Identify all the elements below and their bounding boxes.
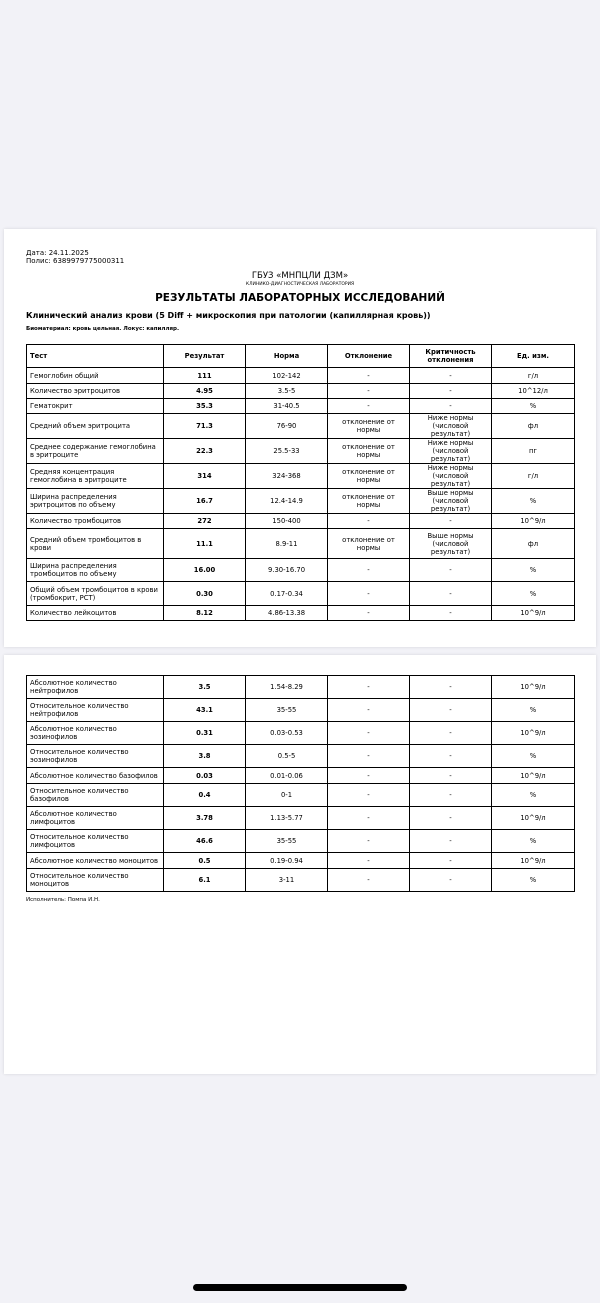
criticality-cell: - [410, 745, 492, 768]
deviation-cell: - [328, 784, 410, 807]
result-value-cell: 16.00 [164, 559, 246, 582]
biomaterial-info: Биоматериал: кровь цельная. Локус: капилляр. [26, 326, 180, 332]
column-header-criticality: Критичность отклонения [410, 345, 492, 368]
result-value-cell: 16.7 [164, 489, 246, 514]
table-row [27, 745, 575, 768]
test-name-cell: Относительное количество моноцитов [27, 869, 164, 892]
deviation-cell: - [328, 368, 410, 384]
criticality-cell: - [410, 699, 492, 722]
table-row [27, 807, 575, 830]
test-name-cell: Абсолютное количество лимфоцитов [27, 807, 164, 830]
test-name-cell: Относительное количество базофилов [27, 784, 164, 807]
test-name-cell: Средний объем эритроцита [27, 414, 164, 439]
criticality-cell: - [410, 784, 492, 807]
result-value-cell: 35.3 [164, 399, 246, 414]
norm-range-cell: 324-368 [246, 464, 328, 489]
unit-cell: 10^9/л [492, 676, 575, 699]
norm-range-cell: 0-1 [246, 784, 328, 807]
document-title: РЕЗУЛЬТАТЫ ЛАБОРАТОРНЫХ ИССЛЕДОВАНИЙ [155, 292, 445, 304]
deviation-cell: отклонение от нормы [328, 489, 410, 514]
test-name-cell: Средний объем тромбоцитов в крови [27, 529, 164, 559]
result-value-cell: 3.78 [164, 807, 246, 830]
result-value-cell: 272 [164, 514, 246, 529]
norm-range-cell: 35-55 [246, 830, 328, 853]
column-header-result: Результат [164, 345, 246, 368]
result-value-cell: 0.30 [164, 582, 246, 606]
test-name-cell: Количество эритроцитов [27, 384, 164, 399]
result-value-cell: 314 [164, 464, 246, 489]
test-name-cell: Относительное количество эозинофилов [27, 745, 164, 768]
column-header-norm: Норма [246, 345, 328, 368]
test-name-cell: Общий объем тромбоцитов в крови (тромбокрит, PCT) [27, 582, 164, 606]
criticality-cell: Ниже нормы (числовой результат) [410, 464, 492, 489]
unit-cell: фл [492, 414, 575, 439]
result-value-cell: 4.95 [164, 384, 246, 399]
result-value-cell: 43.1 [164, 699, 246, 722]
laboratory-name: КЛИНИКО-ДИАГНОСТИЧЕСКАЯ ЛАБОРАТОРИЯ [245, 282, 355, 287]
result-value-cell: 8.12 [164, 606, 246, 621]
unit-cell: % [492, 784, 575, 807]
norm-range-cell: 25.5-33 [246, 439, 328, 464]
deviation-cell: - [328, 745, 410, 768]
unit-cell: 10^9/л [492, 514, 575, 529]
norm-range-cell: 0.19-0.94 [246, 853, 328, 869]
criticality-cell: - [410, 768, 492, 784]
unit-cell: пг [492, 439, 575, 464]
table-row [27, 853, 575, 869]
unit-cell: % [492, 399, 575, 414]
organization-name: ГБУЗ «МНПЦЛИ ДЗМ» [251, 271, 349, 281]
analysis-name: Клинический анализ крови (5 Diff + микроскопия при патологии (капиллярная кровь)) [26, 311, 431, 320]
criticality-cell: - [410, 853, 492, 869]
result-value-cell: 0.31 [164, 722, 246, 745]
table-row [27, 529, 575, 559]
norm-range-cell: 3.5-5 [246, 384, 328, 399]
criticality-cell: Выше нормы (числовой результат) [410, 489, 492, 514]
table-row [27, 384, 575, 399]
norm-range-cell: 9.30-16.70 [246, 559, 328, 582]
criticality-cell: - [410, 514, 492, 529]
deviation-cell: - [328, 768, 410, 784]
criticality-cell: Выше нормы (числовой результат) [410, 529, 492, 559]
test-name-cell: Абсолютное количество эозинофилов [27, 722, 164, 745]
test-name-cell: Ширина распределения эритроцитов по объему [27, 489, 164, 514]
table-row [27, 464, 575, 489]
criticality-cell: - [410, 869, 492, 892]
criticality-cell: - [410, 384, 492, 399]
unit-cell: 10^9/л [492, 807, 575, 830]
table-header-row [27, 345, 575, 368]
result-value-cell: 0.03 [164, 768, 246, 784]
criticality-cell: - [410, 399, 492, 414]
unit-cell: % [492, 830, 575, 853]
deviation-cell: отклонение от нормы [328, 414, 410, 439]
home-indicator[interactable] [193, 1284, 407, 1291]
criticality-cell: - [410, 807, 492, 830]
report-page-2 [4, 655, 596, 1074]
norm-range-cell: 0.03-0.53 [246, 722, 328, 745]
table-row [27, 830, 575, 853]
criticality-cell: Ниже нормы (числовой результат) [410, 439, 492, 464]
unit-cell: % [492, 582, 575, 606]
test-name-cell: Гематокрит [27, 399, 164, 414]
table-row [27, 768, 575, 784]
criticality-cell: - [410, 830, 492, 853]
norm-range-cell: 76-90 [246, 414, 328, 439]
criticality-cell: - [410, 368, 492, 384]
deviation-cell: - [328, 807, 410, 830]
norm-range-cell: 31-40.5 [246, 399, 328, 414]
deviation-cell: - [328, 514, 410, 529]
test-name-cell: Ширина распределения тромбоцитов по объему [27, 559, 164, 582]
result-value-cell: 0.5 [164, 853, 246, 869]
unit-cell: г/л [492, 368, 575, 384]
report-meta [26, 249, 124, 265]
table-row [27, 722, 575, 745]
results-table-body-page-2 [27, 676, 575, 892]
criticality-cell: - [410, 676, 492, 699]
test-name-cell: Относительное количество лимфоцитов [27, 830, 164, 853]
test-name-cell: Количество лейкоцитов [27, 606, 164, 621]
policy-number: Полис: 6389979775000311 [26, 257, 125, 265]
norm-range-cell: 1.13-5.77 [246, 807, 328, 830]
unit-cell: % [492, 699, 575, 722]
norm-range-cell: 35-55 [246, 699, 328, 722]
unit-cell: % [492, 745, 575, 768]
norm-range-cell: 3-11 [246, 869, 328, 892]
unit-cell: % [492, 489, 575, 514]
unit-cell: фл [492, 529, 575, 559]
result-value-cell: 6.1 [164, 869, 246, 892]
results-table-page-2 [26, 675, 575, 892]
table-row [27, 414, 575, 439]
test-name-cell: Количество тромбоцитов [27, 514, 164, 529]
unit-cell: 10^9/л [492, 768, 575, 784]
table-row [27, 559, 575, 582]
result-value-cell: 3.5 [164, 676, 246, 699]
criticality-cell: - [410, 559, 492, 582]
table-row [27, 869, 575, 892]
norm-range-cell: 102-142 [246, 368, 328, 384]
unit-cell: г/л [492, 464, 575, 489]
table-row [27, 439, 575, 464]
norm-range-cell: 8.9-11 [246, 529, 328, 559]
result-value-cell: 46.6 [164, 830, 246, 853]
deviation-cell: - [328, 399, 410, 414]
table-row [27, 582, 575, 606]
executor-name: Исполнитель: Помпа И.Н. [26, 897, 100, 903]
table-row [27, 514, 575, 529]
report-date: Дата: 24.11.2025 [26, 249, 89, 257]
deviation-cell: - [328, 582, 410, 606]
deviation-cell: отклонение от нормы [328, 464, 410, 489]
test-name-cell: Гемоглобин общий [27, 368, 164, 384]
test-name-cell: Относительное количество нейтрофилов [27, 699, 164, 722]
deviation-cell: - [328, 606, 410, 621]
unit-cell: % [492, 869, 575, 892]
criticality-cell: Ниже нормы (числовой результат) [410, 414, 492, 439]
norm-range-cell: 1.54-8.29 [246, 676, 328, 699]
result-value-cell: 11.1 [164, 529, 246, 559]
test-name-cell: Абсолютное количество базофилов [27, 768, 164, 784]
deviation-cell: - [328, 384, 410, 399]
criticality-cell: - [410, 722, 492, 745]
result-value-cell: 71.3 [164, 414, 246, 439]
test-name-cell: Абсолютное количество нейтрофилов [27, 676, 164, 699]
norm-range-cell: 0.17-0.34 [246, 582, 328, 606]
deviation-cell: - [328, 699, 410, 722]
deviation-cell: отклонение от нормы [328, 439, 410, 464]
criticality-cell: - [410, 582, 492, 606]
unit-cell: 10^9/л [492, 853, 575, 869]
table-row [27, 489, 575, 514]
norm-range-cell: 0.01-0.06 [246, 768, 328, 784]
norm-range-cell: 150-400 [246, 514, 328, 529]
deviation-cell: - [328, 722, 410, 745]
deviation-cell: - [328, 559, 410, 582]
unit-cell: 10^12/л [492, 384, 575, 399]
norm-range-cell: 4.86-13.38 [246, 606, 328, 621]
test-name-cell: Среднее содержание гемоглобина в эритроците [27, 439, 164, 464]
result-value-cell: 22.3 [164, 439, 246, 464]
table-row [27, 676, 575, 699]
result-value-cell: 3.8 [164, 745, 246, 768]
results-table-page-1 [26, 344, 575, 621]
deviation-cell: - [328, 676, 410, 699]
unit-cell: % [492, 559, 575, 582]
table-row [27, 784, 575, 807]
unit-cell: 10^9/л [492, 722, 575, 745]
deviation-cell: отклонение от нормы [328, 529, 410, 559]
test-name-cell: Абсолютное количество моноцитов [27, 853, 164, 869]
norm-range-cell: 0.5-5 [246, 745, 328, 768]
table-row [27, 368, 575, 384]
column-header-deviation: Отклонение [328, 345, 410, 368]
report-page-1 [4, 229, 596, 647]
table-row [27, 699, 575, 722]
deviation-cell: - [328, 830, 410, 853]
results-table-body-page-1 [27, 368, 575, 621]
table-row [27, 399, 575, 414]
deviation-cell: - [328, 869, 410, 892]
column-header-unit: Ед. изм. [492, 345, 575, 368]
table-row [27, 606, 575, 621]
unit-cell: 10^9/л [492, 606, 575, 621]
criticality-cell: - [410, 606, 492, 621]
column-header-test: Тест [27, 345, 164, 368]
result-value-cell: 111 [164, 368, 246, 384]
result-value-cell: 0.4 [164, 784, 246, 807]
test-name-cell: Средняя концентрация гемоглобина в эритроците [27, 464, 164, 489]
norm-range-cell: 12.4-14.9 [246, 489, 328, 514]
deviation-cell: - [328, 853, 410, 869]
